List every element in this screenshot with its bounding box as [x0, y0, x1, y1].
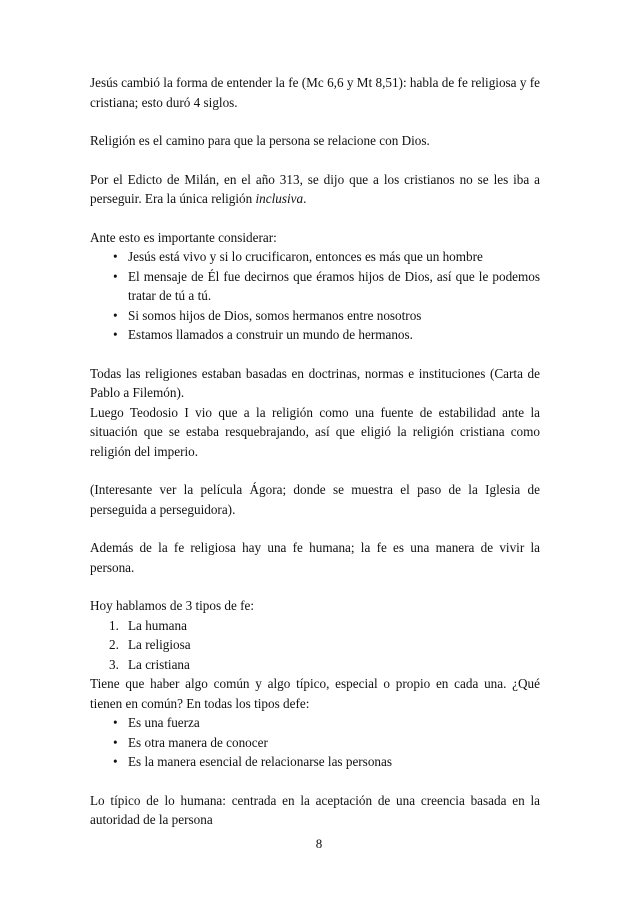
- list-number: 3.: [109, 656, 119, 672]
- document-page: [90, 73, 540, 830]
- paragraph-consider-intro: Ante esto es importante considerar:: [90, 229, 277, 245]
- spacer: [90, 151, 540, 170]
- list-item: • Es la manera esencial de relacionarse las personas: [90, 752, 540, 772]
- list-item: • Es otra manera de conocer: [90, 733, 540, 753]
- list-item: • Es una fuerza: [90, 713, 540, 733]
- page-number: 8: [315, 836, 323, 851]
- list-label: La religiosa: [128, 637, 191, 652]
- list-label: La cristiana: [128, 656, 190, 672]
- spacer: [90, 461, 540, 480]
- inclusive-italic-word: inclusiva: [255, 191, 304, 206]
- paragraph-faith-types-intro: Hoy hablamos de 3 tipos de fe:: [90, 598, 255, 613]
- paragraph-typical-human: Lo típico de lo humana: centrada en la aceptación de una creencia basada en la autoridad de la persona: [90, 792, 540, 827]
- list-number: 2.: [109, 637, 119, 652]
- list-item: [90, 635, 540, 655]
- spacer: [90, 112, 540, 131]
- spacer: [90, 209, 540, 228]
- paragraph-human-faith: Además de la fe religiosa hay una fe humana; la fe es una manera de vivir la persona.: [90, 540, 540, 575]
- spacer: [90, 772, 540, 791]
- paragraph-religions-doctrines: Todas las religiones estaban basadas en doctrinas, normas e instituciones (Carta de Pablo a Filemón).: [90, 365, 540, 400]
- list-item: • Jesús está vivo y si lo crucificaron, entonces es más que un hombre: [90, 247, 540, 267]
- paragraph-edict-milan: [90, 170, 540, 209]
- list-item: [90, 616, 540, 636]
- paragraph-jesus-faith: Jesús cambió la forma de entender la fe (Mc 6,6 y Mt 8,51): habla de fe religiosa y fe cristiana; esto duró 4 siglos.: [90, 75, 540, 110]
- list-item: • Si somos hijos de Dios, somos hermanos entre nosotros: [90, 306, 540, 326]
- common-bullet-list: [90, 713, 540, 772]
- paragraph-religion-definition: Religión es el camino para que la persona se relacione con Dios.: [90, 133, 430, 148]
- spacer: [90, 519, 540, 538]
- paragraph-common-question: Tiene que haber algo común y algo típico, especial o propio en cada una. ¿Qué tienen en común? En todas los tipos defe:: [90, 676, 540, 711]
- edict-period: .: [303, 191, 307, 206]
- list-item: • Estamos llamados a construir un mundo de hermanos.: [90, 325, 540, 345]
- consider-bullet-list: [90, 247, 540, 345]
- faith-types-numbered-list: [90, 616, 540, 675]
- list-item: [90, 655, 540, 675]
- list-label: La humana: [128, 617, 187, 633]
- edict-text: Por el Edicto de Milán, en el año 313, se dijo que a los cristianos no se les iba a perseguir. Era la única religión: [90, 171, 540, 206]
- paragraph-teodosio: Luego Teodosio I vio que a la religión como una fuente de estabilidad ante la situación que se estaba resquebrajando, así que eligió la religión cristiana como religión del imperio.: [90, 404, 540, 459]
- list-item: • El mensaje de Él fue decirnos que éramos hijos de Dios, así que le podemos tratar de tú a tú.: [90, 267, 540, 306]
- spacer: [90, 345, 540, 364]
- list-number: 1.: [109, 617, 119, 633]
- spacer: [90, 577, 540, 596]
- paragraph-agora-note: (Interesante ver la película Ágora; donde se muestra el paso de la Iglesia de perseguida a perseguidora).: [90, 482, 540, 517]
